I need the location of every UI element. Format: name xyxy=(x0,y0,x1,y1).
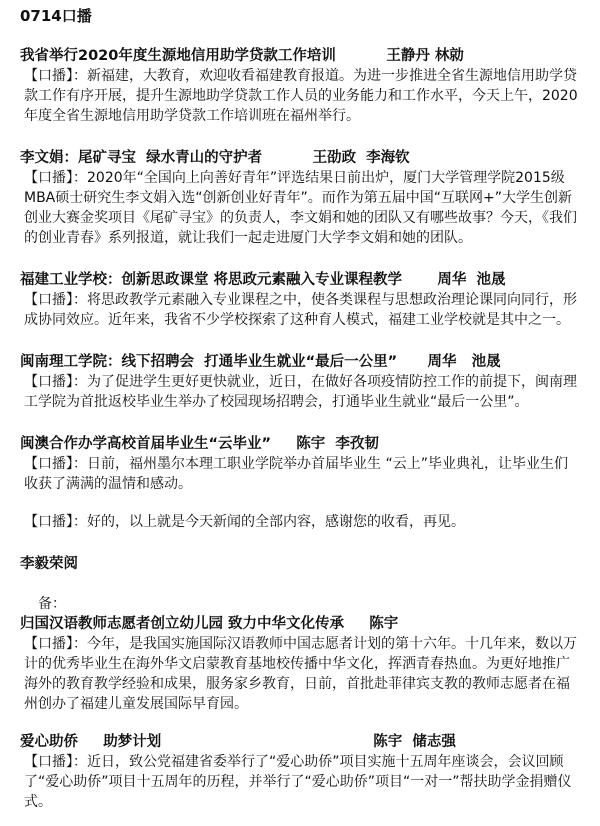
story-body: 【口播】：今年，是我国实施国际汉语教师中国志愿者计划的第十六年。十几年来，数以万计的优秀毕业生在海外华文启蒙教育基地校传播中华文化，挥洒青春热血。为更好地推广海外的教育教学经验和成果，服务家乡教育，日前，首批赴菲律宾支教的教师志愿者在福州创办了福建儿童发展国际早育园。 xyxy=(24,636,577,712)
story-body: 【口播】：为了促进学生更好更快就业，近日，在做好各项疫情防控工作的前提下，闽南理工学院为首批返校毕业生举办了校园现场招聘会，打通毕业生就业“最后一公里”。 xyxy=(24,374,577,410)
backup-story-1 xyxy=(20,614,580,714)
news-story-3 xyxy=(20,270,580,330)
story-body: 【口播】：日前，福州墨尔本理工职业学院举办首届毕业生 “云上”毕业典礼，让毕业生们收获了满满的温情和感动。 xyxy=(24,456,568,492)
story-headline: 李文娟：尾矿寻宝 绿水青山的守护者 王劭政 李海钦 xyxy=(20,150,410,166)
backup-label: 备： xyxy=(38,596,66,612)
news-story-5 xyxy=(20,434,580,494)
story-headline: 我省举行2020年度生源地信用助学贷款工作培训 王静丹 林勍 xyxy=(20,48,464,64)
reviewer-signoff: 李毅荣阅 xyxy=(20,556,78,572)
backup-story-2 xyxy=(20,732,580,812)
story-body: 【口播】：2020年“全国向上向善好青年”评选结果日前出炉，厦门大学管理学院2015级MBA硕士研究生李文娟入选“创新创业好青年”。而作为第五届中国“互联网+”大学生创新创业大赛金奖项目《尾矿寻宝》的负责人，李文娟和她的团队又有哪些故事？今天，《我们的创业青春》系列报道，就让我们一起走进厦门大学李文娟和她的团队。 xyxy=(24,170,577,246)
story-headline: 爱心助侨 助梦计划 陈宇 储志强 xyxy=(20,734,456,750)
news-story-4 xyxy=(20,352,580,412)
closing-remark: 【口播】：好的，以上就是今天新闻的全部内容，感谢您的收看，再见。 xyxy=(24,514,465,530)
story-body: 【口播】：近日，致公党福建省委举行了“爱心助侨”项目实施十五周年座谈会，会议回顾了“爱心助侨”项目十五周年的历程，并举行了“爱心助侨”项目“一对一”帮扶助学金捐赠仪式。 xyxy=(24,754,572,810)
news-story-2 xyxy=(20,148,580,248)
document-title: 0714口播 xyxy=(20,7,92,25)
story-body: 【口播】：将思政教学元素融入专业课程之中，使各类课程与思想政治理论课同向同行，形成协同效应。近年来，我省不少学校探索了这种育人模式，福建工业学校就是其中之一。 xyxy=(24,292,577,328)
story-headline: 闽南理工学院：线下招聘会 打通毕业生就业“最后一公里” 周华 池晟 xyxy=(20,354,501,370)
story-headline: 福建工业学校：创新思政课堂 将思政元素融入专业课程教学 周华 池晟 xyxy=(20,272,506,288)
story-headline: 闽澳合作办学高校首届毕业生“云毕业” 陈宇 李孜韧 xyxy=(20,436,379,452)
story-headline: 归国汉语教师志愿者创立幼儿园 致力中华文化传承 陈宇 xyxy=(20,616,399,632)
story-body: 【口播】：新福建，大教育，欢迎收看福建教育报道。为进一步推进全省生源地信用助学贷款工作有序开展，提升生源地助学贷款工作人员的业务能力和工作水平，今天上午，2020年度全省生源地信用助学贷款工作培训班在福州举行。 xyxy=(24,68,578,124)
news-story-1 xyxy=(20,46,580,126)
